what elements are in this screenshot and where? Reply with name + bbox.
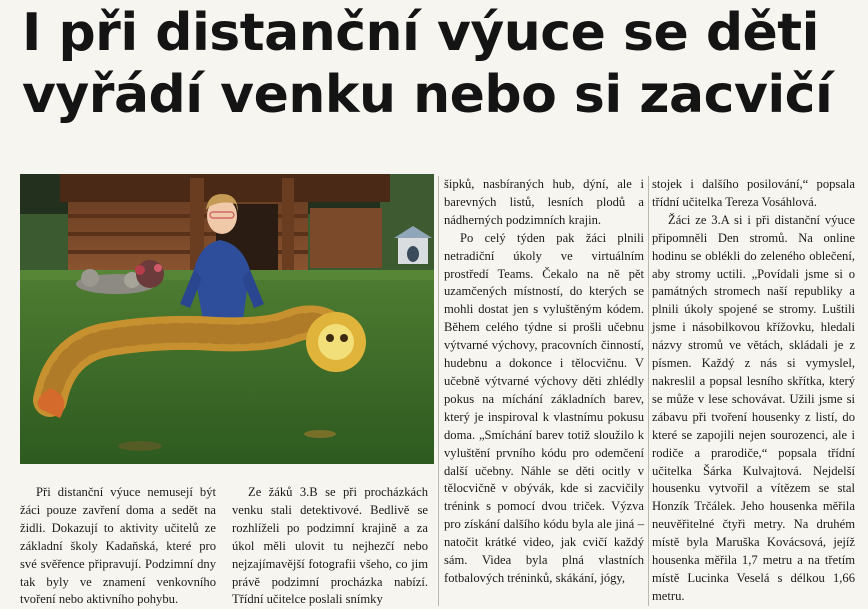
photo-girl-with-autumn-leaf-caterpillar — [20, 174, 434, 464]
article-column-1 — [20, 484, 216, 609]
column-divider — [438, 176, 439, 606]
paragraph: Ze žáků 3.B se při procházkách venku stali detektivové. Bedlivě se rozhlíželi po podzimní krajině a za úkol měli ulovit tu nejhezčí nebo nejzajímavější fotografii všeho, co jim právě podzimní procházka nabízí. Třídní učitelce poslali snímky — [232, 485, 428, 607]
column-divider — [648, 176, 649, 606]
paragraph: Při distanční výuce nemusejí být žáci pouze zavření doma a sedět na židli. Dokazují to aktivity učitelů ze základní školy Kadaňská, které pro své svěřence připravují. Podzimní dny tak byly ve znamení venkovního tvoření nebo aktivního pohybu. — [20, 485, 216, 607]
article-photo — [20, 174, 434, 464]
article-headline — [22, 2, 862, 126]
article-column-4 — [652, 176, 855, 606]
article-column-3 — [444, 176, 644, 588]
headline-line-1: I při distanční výuce se děti — [22, 3, 819, 63]
paragraph: šipků, nasbíraných hub, dýní, ale i barevných listů, lesních plodů a nádherných podzimních krajin. — [444, 177, 644, 227]
paragraph: Žáci ze 3.A si i při distanční výuce připomněli Den stromů. Na online hodinu se oblékli do zeleného oblečení, aby stromy uctili. „Povídali jsme si o památných stromech naší republiky a plnili úkoly spojené se stromy. Luštili jsme i násobilkovou křížovku, hledali názvy stromů ve větách, skládali je z písmen. Každý z nás si vymyslel, nakreslil a popsal lesního skřítka, který se může v lese schovávat. Užili jsme si zábavu při tvoření housenky z listí, do které se zapojili nejen sourozenci, ale i rodiče a prarodiče,“ popsala třídní učitelka Šárka Kulvajtová. Nejdelší housenku vytvořil a vítězem se stal Honzík Trčálek. Jeho housenka měřila neuvěřitelné čtyři metry. Na druhém místě byla Maruška Kovácsová, jejíž housenka měřila 1,7 metru a na třetím místě Lucinka Veselá s délkou 1,66 metru. — [652, 212, 855, 603]
paragraph: stojek i dalšího posilování,“ popsala třídní učitelka Tereza Vosáhlová. — [652, 177, 855, 209]
headline-line-2: vyřádí venku nebo si zacvičí — [22, 65, 833, 125]
paragraph: Po celý týden pak žáci plnili netradiční úkoly ve virtuálním prostředí Teams. Čekalo na ně pět uzamčených místností, do kterých se mohli dostat jen s vyluštěným kódem. Během celého týdne si prošli učebnu výtvarné výchovy, pracovních činností, hudebnu a dokonce i tělocvičnu. V učebně výtvarné výchovy děti zhlédly pokus na míchání základních barev, který je inspiroval k vlastnímu pokusu doma. „Smíchání barev totiž sloužilo k vyluštění prvního kódu pro odemčení další učebny. Náhle se děti ocitly v tělocvičně v obývák, kde si zacvičily trénink s pomocí dvou triček. Výzva pro získání dalšího kódu byla ale jiná – natočit krátké video, jak cvičí každý sám. Videa byla plná vlastních fotbalových tréninků, skákání, jógy, — [444, 230, 644, 585]
article-column-2 — [232, 484, 428, 609]
